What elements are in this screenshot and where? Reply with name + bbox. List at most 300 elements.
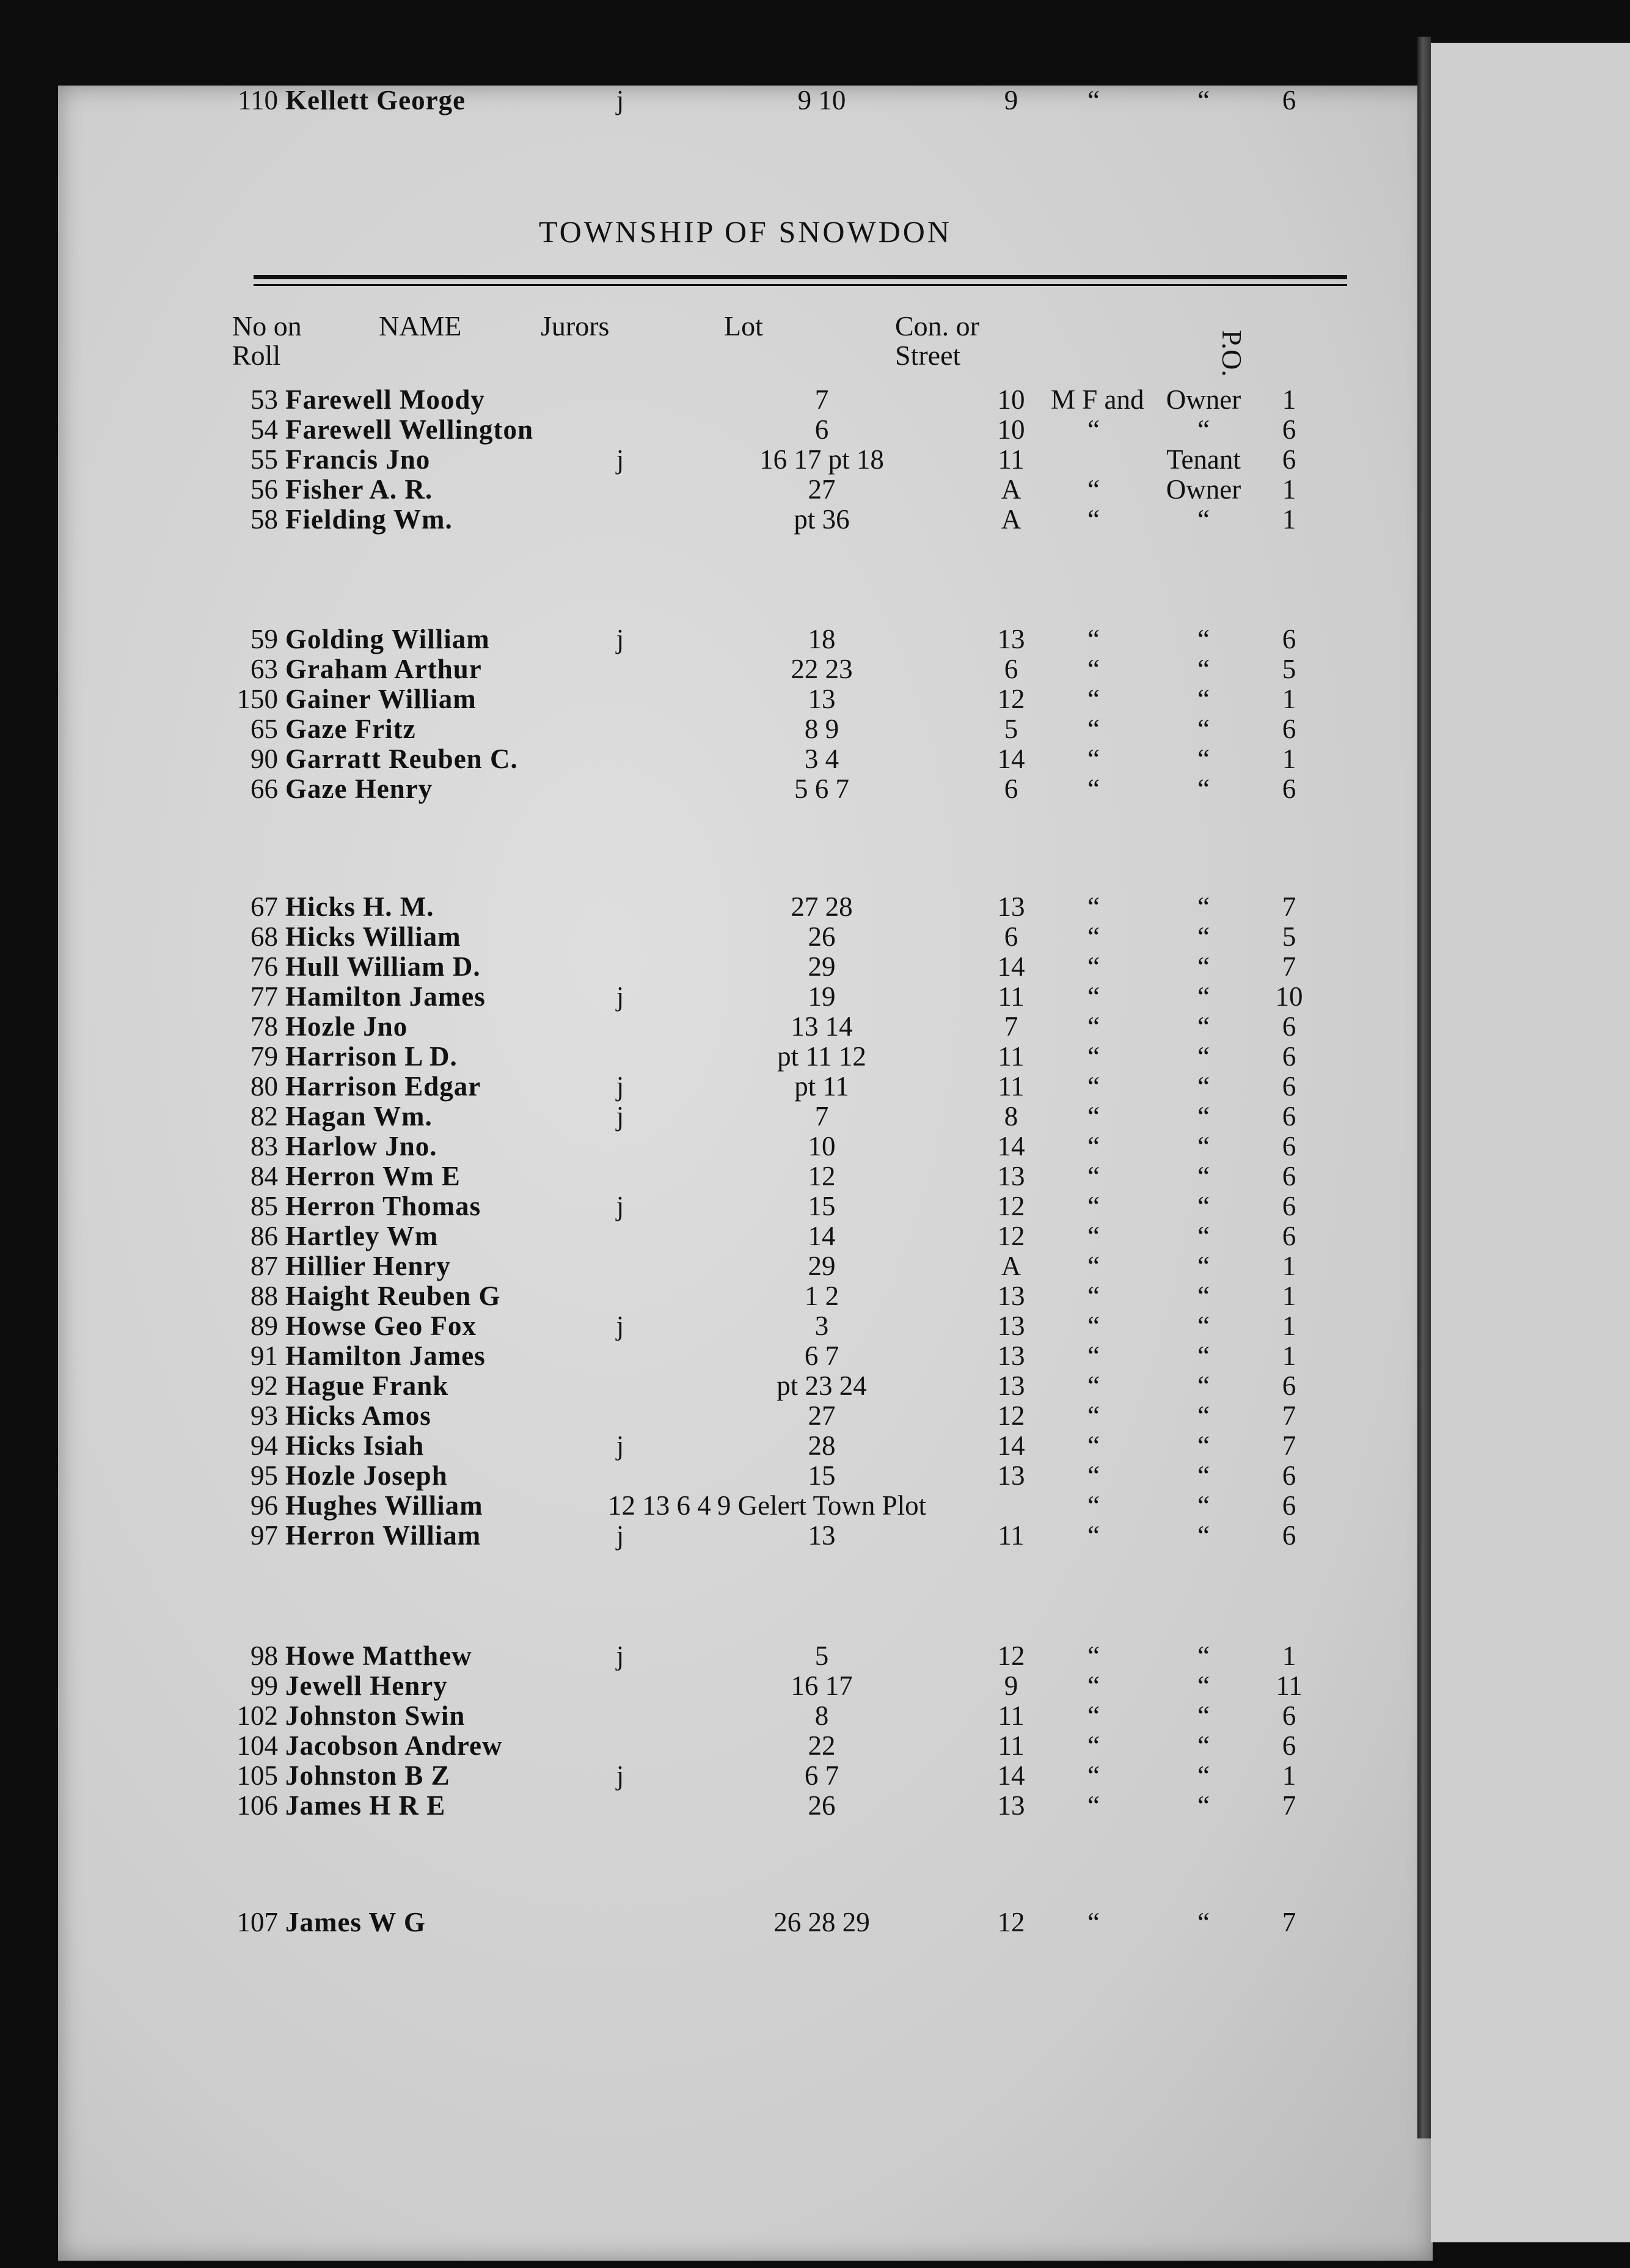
- entry-name: Harrison Edgar: [285, 1071, 481, 1102]
- entry-name: Johnston Swin: [285, 1700, 466, 1731]
- entry-owner: “: [1197, 1790, 1210, 1821]
- entry-num: 105: [236, 1760, 278, 1791]
- entry-po: 6: [1282, 1161, 1296, 1191]
- entry-name: Garratt Reuben C.: [285, 744, 518, 774]
- entry-occ: “: [1087, 654, 1100, 684]
- entry-owner: “: [1197, 1281, 1210, 1311]
- entry-po: 6: [1282, 414, 1296, 445]
- entry-occ: “: [1087, 1490, 1100, 1521]
- entry-owner: “: [1197, 1641, 1210, 1671]
- entry-num: 86: [250, 1221, 278, 1251]
- entry-num: 104: [236, 1730, 278, 1761]
- entry-name: Hague Frank: [285, 1370, 449, 1401]
- entry-owner: “: [1197, 744, 1210, 774]
- entry-lot: 16 17 pt 18: [759, 444, 884, 475]
- entry-po: 7: [1282, 1790, 1296, 1821]
- entry-name: Francis Jno: [285, 444, 431, 475]
- entry-occ: M F and: [1051, 384, 1144, 415]
- roll-entry: [58, 714, 1433, 744]
- entry-owner: “: [1197, 1760, 1210, 1791]
- entry-name: Hicks William: [285, 921, 461, 952]
- entry-occ: “: [1087, 1281, 1100, 1311]
- entry-lot: pt 23 24: [777, 1370, 867, 1401]
- entry-name: Jewell Henry: [285, 1670, 448, 1701]
- entry-con: 7: [1004, 1011, 1018, 1042]
- entry-lot: 5 6 7: [794, 774, 849, 804]
- header-con-line2: Street: [895, 340, 961, 371]
- entry-name: Herron Wm E: [285, 1161, 461, 1191]
- roll-entry: [58, 1191, 1433, 1221]
- entry-name: Haight Reuben G: [285, 1281, 501, 1311]
- entry-lot: 1 2: [804, 1281, 839, 1311]
- entry-owner: “: [1197, 714, 1210, 744]
- entry-name: Herron William: [285, 1520, 481, 1551]
- entry-name: Fisher A. R.: [285, 474, 433, 505]
- entry-num: 94: [250, 1430, 278, 1461]
- entry-occ: “: [1087, 1460, 1100, 1491]
- roll-entry: [58, 1221, 1433, 1251]
- entry-con: A: [1001, 1251, 1021, 1281]
- entry-occ: “: [1087, 1341, 1100, 1371]
- entry-owner: “: [1197, 1490, 1210, 1521]
- entry-lot: 7: [814, 1101, 829, 1132]
- entry-owner: “: [1197, 1430, 1210, 1461]
- entry-owner: “: [1197, 774, 1210, 804]
- entry-po: 7: [1282, 951, 1296, 982]
- entry-lot: 29: [808, 1251, 836, 1281]
- entry-name: Hozle Jno: [285, 1011, 408, 1042]
- roll-entry: [58, 445, 1433, 474]
- entry-name: Hillier Henry: [285, 1251, 451, 1281]
- entry-con: 13: [997, 1341, 1025, 1371]
- entry-po: 1: [1282, 474, 1296, 505]
- entry-owner: “: [1197, 1520, 1210, 1551]
- entry-name: Harlow Jno.: [285, 1131, 437, 1161]
- entry-num: 59: [250, 624, 278, 654]
- entry-owner: Owner: [1166, 384, 1241, 415]
- entry-lot: 16 17: [791, 1670, 853, 1701]
- entry-name: Herron Thomas: [285, 1191, 481, 1221]
- header-con-line1: Con. or: [895, 310, 979, 342]
- entry-po: 6: [1282, 1101, 1296, 1132]
- entry-con: 11: [998, 1730, 1025, 1761]
- entry-con: 13: [997, 1460, 1025, 1491]
- roll-entry: [58, 624, 1433, 654]
- header-no-line2: Roll: [232, 340, 281, 371]
- entry-po: 6: [1282, 85, 1296, 115]
- entry-con: 12: [997, 1191, 1025, 1221]
- entry-po: 1: [1282, 1251, 1296, 1281]
- entry-owner: “: [1197, 1041, 1210, 1072]
- entry-lot: 15: [808, 1460, 836, 1491]
- entry-con: 11: [998, 981, 1025, 1012]
- entry-num: 106: [236, 1790, 278, 1821]
- entry-lot: pt 36: [794, 504, 850, 535]
- entry-po: 6: [1282, 1730, 1296, 1761]
- entry-po: 6: [1282, 774, 1296, 804]
- entry-lot: 19: [808, 981, 836, 1012]
- entry-lot: 14: [808, 1221, 836, 1251]
- entry-po: 6: [1282, 1221, 1296, 1251]
- entry-con: 11: [998, 1700, 1025, 1731]
- entry-occ: “: [1087, 1430, 1100, 1461]
- roll-entry: [58, 1641, 1433, 1670]
- entry-owner: “: [1197, 1460, 1210, 1491]
- entry-po: 6: [1282, 1191, 1296, 1221]
- entry-con: 9: [1004, 1670, 1018, 1701]
- entry-num: 77: [250, 981, 278, 1012]
- entry-name: Fielding Wm.: [285, 504, 453, 535]
- entry-po: 1: [1282, 1341, 1296, 1371]
- entry-num: 93: [250, 1400, 278, 1431]
- entry-num: 67: [250, 891, 278, 922]
- entry-occ: “: [1087, 414, 1100, 445]
- entry-con: 6: [1004, 921, 1018, 952]
- entry-juror: j: [616, 1311, 624, 1341]
- header-con-or-street: [895, 312, 979, 371]
- entry-num: 55: [250, 444, 278, 475]
- entry-owner: “: [1197, 684, 1210, 714]
- entry-lot: pt 11: [794, 1071, 849, 1102]
- entry-owner: “: [1197, 1221, 1210, 1251]
- roll-entry: [58, 1431, 1433, 1460]
- entry-occ: “: [1087, 1221, 1100, 1251]
- entry-num: 85: [250, 1191, 278, 1221]
- entry-name: Hicks Amos: [285, 1400, 431, 1431]
- entry-name: Hughes William: [285, 1490, 483, 1521]
- entry-occ: “: [1087, 1071, 1100, 1102]
- roll-entry: [58, 1671, 1433, 1700]
- entry-lot: 26: [808, 921, 836, 952]
- entry-po: 6: [1282, 1520, 1296, 1551]
- entry-num: 82: [250, 1101, 278, 1132]
- entry-owner: “: [1197, 1700, 1210, 1731]
- entry-con: 13: [997, 1370, 1025, 1401]
- entry-lot: 26 28 29: [773, 1907, 870, 1937]
- entry-owner: “: [1197, 951, 1210, 982]
- entry-num: 150: [236, 684, 278, 714]
- entry-occ: “: [1087, 744, 1100, 774]
- roll-entry: [58, 774, 1433, 803]
- entry-owner: “: [1197, 1161, 1210, 1191]
- entry-lot: 10: [808, 1131, 836, 1161]
- header-lot: Lot: [724, 310, 763, 342]
- roll-entry: [58, 1132, 1433, 1161]
- entry-po: 6: [1282, 444, 1296, 475]
- entry-occ: “: [1087, 624, 1100, 654]
- roll-entry: [58, 1281, 1433, 1311]
- entry-occ: “: [1087, 1670, 1100, 1701]
- entry-num: 84: [250, 1161, 278, 1191]
- entry-occ: “: [1087, 1400, 1100, 1431]
- entry-name: James H R E: [285, 1790, 446, 1821]
- roll-entry: [58, 1251, 1433, 1281]
- entry-occ: “: [1087, 504, 1100, 535]
- entry-lot: 28: [808, 1430, 836, 1461]
- entry-occ: “: [1087, 774, 1100, 804]
- entry-con: 12: [997, 1641, 1025, 1671]
- roll-entry: [58, 86, 1433, 115]
- entry-num: 107: [236, 1907, 278, 1937]
- entry-occ: “: [1087, 1191, 1100, 1221]
- entry-num: 102: [236, 1700, 278, 1731]
- header-no-on-roll: [232, 312, 302, 371]
- entry-num: 83: [250, 1131, 278, 1161]
- entry-po: 1: [1282, 384, 1296, 415]
- entry-owner: “: [1197, 981, 1210, 1012]
- entry-num: 87: [250, 1251, 278, 1281]
- roll-entry: [58, 1908, 1433, 1937]
- entry-owner: Tenant: [1166, 444, 1241, 475]
- entry-po: 6: [1282, 1041, 1296, 1072]
- entry-con: 12: [997, 1907, 1025, 1937]
- header-no-line1: No on: [232, 310, 302, 342]
- entry-con: 13: [997, 1281, 1025, 1311]
- entry-con: 13: [997, 624, 1025, 654]
- page-fold: [1417, 37, 1431, 2138]
- ledger-page: [58, 86, 1433, 2261]
- entry-name: Farewell Wellington: [285, 414, 534, 445]
- entry-owner: “: [1197, 1400, 1210, 1431]
- roll-entry: [58, 1401, 1433, 1430]
- entry-owner: “: [1197, 85, 1210, 115]
- entry-con: 14: [997, 744, 1025, 774]
- entry-con: 6: [1004, 654, 1018, 684]
- entry-po: 10: [1275, 981, 1303, 1012]
- entry-po: 6: [1282, 1011, 1296, 1042]
- entry-num: 92: [250, 1370, 278, 1401]
- entry-num: 99: [250, 1670, 278, 1701]
- entry-po: 1: [1282, 504, 1296, 535]
- entry-name: Graham Arthur: [285, 654, 482, 684]
- entry-occ: “: [1087, 1011, 1100, 1042]
- entry-juror: j: [616, 1191, 624, 1221]
- entry-num: 56: [250, 474, 278, 505]
- entry-num: 79: [250, 1041, 278, 1072]
- entry-con: A: [1001, 474, 1021, 505]
- entry-po: 7: [1282, 1907, 1296, 1937]
- entry-po: 6: [1282, 1131, 1296, 1161]
- header-po: P.O.: [1216, 330, 1248, 377]
- entry-lot: 22 23: [791, 654, 853, 684]
- entry-con: 11: [998, 444, 1025, 475]
- entry-occ: “: [1087, 1161, 1100, 1191]
- entry-occ: “: [1087, 85, 1100, 115]
- entry-lot: 13: [808, 1520, 836, 1551]
- entry-name: Jacobson Andrew: [285, 1730, 503, 1761]
- entry-owner: “: [1197, 891, 1210, 922]
- entry-lot: 8: [814, 1700, 829, 1731]
- entry-num: 91: [250, 1341, 278, 1371]
- roll-entry: [58, 952, 1433, 981]
- entry-name: Gainer William: [285, 684, 477, 714]
- entry-occ: “: [1087, 891, 1100, 922]
- entry-occ: “: [1087, 1041, 1100, 1072]
- roll-entry: [58, 1102, 1433, 1131]
- roll-entry: [58, 1701, 1433, 1730]
- entry-po: 1: [1282, 1641, 1296, 1671]
- entry-name: Gaze Henry: [285, 774, 433, 804]
- entry-juror: j: [616, 444, 624, 475]
- entry-occ: “: [1087, 714, 1100, 744]
- entry-con: 14: [997, 951, 1025, 982]
- entry-owner: Owner: [1166, 474, 1241, 505]
- roll-entry: [58, 1311, 1433, 1341]
- entry-name: Hartley Wm: [285, 1221, 439, 1251]
- entry-occ: “: [1087, 951, 1100, 982]
- entry-juror: j: [616, 624, 624, 654]
- entry-num: 65: [250, 714, 278, 744]
- page-title: TOWNSHIP OF SNOWDON: [538, 214, 952, 249]
- entry-po: 6: [1282, 1700, 1296, 1731]
- roll-entry: [58, 684, 1433, 714]
- entry-lot: 29: [808, 951, 836, 982]
- entry-po: 7: [1282, 891, 1296, 922]
- roll-entry: [58, 1521, 1433, 1550]
- entry-num: 53: [250, 384, 278, 415]
- entry-con: 5: [1004, 714, 1018, 744]
- entry-num: 78: [250, 1011, 278, 1042]
- entry-occ: “: [1087, 1790, 1100, 1821]
- entry-lot: 27 28: [791, 891, 853, 922]
- entry-owner: “: [1197, 1191, 1210, 1221]
- entry-num: 96: [250, 1490, 278, 1521]
- entry-num: 54: [250, 414, 278, 445]
- roll-entry: [58, 385, 1433, 414]
- roll-entry: [58, 1491, 1433, 1520]
- entry-name: Hozle Joseph: [285, 1460, 448, 1491]
- roll-entry: [58, 892, 1433, 921]
- entry-occ: “: [1087, 1907, 1100, 1937]
- entry-juror: 12 13 6 4: [608, 1490, 711, 1521]
- entry-po: 7: [1282, 1400, 1296, 1431]
- entry-lot: 3 4: [804, 744, 839, 774]
- entry-po: 5: [1282, 654, 1296, 684]
- entry-con: 6: [1004, 774, 1018, 804]
- entry-juror: j: [616, 1760, 624, 1791]
- roll-entry: [58, 415, 1433, 444]
- entry-lot: 13: [808, 684, 836, 714]
- entry-lot: 8 9: [804, 714, 839, 744]
- title-rule-bottom: [254, 284, 1347, 286]
- entry-owner: “: [1197, 414, 1210, 445]
- entry-po: 1: [1282, 684, 1296, 714]
- entry-lot: 27: [808, 1400, 836, 1431]
- header-name: NAME: [379, 310, 462, 342]
- entry-con: 13: [997, 891, 1025, 922]
- entry-owner: “: [1197, 1370, 1210, 1401]
- entry-name: Hull William D.: [285, 951, 481, 982]
- entry-juror: j: [616, 1430, 624, 1461]
- entry-owner: “: [1197, 1071, 1210, 1102]
- roll-entry: [58, 1072, 1433, 1101]
- entry-con: 11: [998, 1071, 1025, 1102]
- entry-con: 11: [998, 1041, 1025, 1072]
- entry-juror: j: [616, 1071, 624, 1102]
- entry-con: 12: [997, 1221, 1025, 1251]
- entry-po: 6: [1282, 1370, 1296, 1401]
- roll-entry: [58, 475, 1433, 504]
- entry-po: 6: [1282, 624, 1296, 654]
- entry-name: Hagan Wm.: [285, 1101, 433, 1132]
- entry-owner: “: [1197, 1011, 1210, 1042]
- entry-name: Gaze Fritz: [285, 714, 416, 744]
- roll-entry: [58, 1042, 1433, 1071]
- roll-entry: [58, 505, 1433, 534]
- entry-con: 11: [998, 1520, 1025, 1551]
- entry-num: 95: [250, 1460, 278, 1491]
- roll-entry: [58, 1012, 1433, 1041]
- entry-po: 1: [1282, 744, 1296, 774]
- entry-owner: “: [1197, 1730, 1210, 1761]
- entry-owner: “: [1197, 1907, 1210, 1937]
- roll-entry: [58, 744, 1433, 774]
- entry-owner: “: [1197, 1251, 1210, 1281]
- roll-entry: [58, 1731, 1433, 1760]
- entry-owner: “: [1197, 1311, 1210, 1341]
- entry-po: 1: [1282, 1760, 1296, 1791]
- entry-num: 80: [250, 1071, 278, 1102]
- entry-lot: 13 14: [791, 1011, 853, 1042]
- roll-entry: [58, 1371, 1433, 1400]
- entry-con: 9: [1004, 85, 1018, 115]
- entry-lot: 27: [808, 474, 836, 505]
- entry-num: 90: [250, 744, 278, 774]
- roll-entry: [58, 1161, 1433, 1191]
- entry-owner: “: [1197, 654, 1210, 684]
- entry-owner: “: [1197, 1670, 1210, 1701]
- entry-occ: “: [1087, 1520, 1100, 1551]
- entry-lot: 26: [808, 1790, 836, 1821]
- entry-num: 66: [250, 774, 278, 804]
- entry-num: 58: [250, 504, 278, 535]
- roll-entry: [58, 1761, 1433, 1790]
- entry-name: Harrison L D.: [285, 1041, 458, 1072]
- entry-lot: 6 7: [804, 1341, 839, 1371]
- entry-po: 6: [1282, 1071, 1296, 1102]
- entry-occ: “: [1087, 1311, 1100, 1341]
- entry-name: Johnston B Z: [285, 1760, 450, 1791]
- entry-occ: “: [1087, 921, 1100, 952]
- entry-num: 88: [250, 1281, 278, 1311]
- entry-juror: j: [616, 85, 624, 115]
- entry-po: 6: [1282, 1490, 1296, 1521]
- entry-num: 98: [250, 1641, 278, 1671]
- entry-name: Hamilton James: [285, 981, 486, 1012]
- roll-entry: [58, 1341, 1433, 1370]
- entry-con: 13: [997, 1311, 1025, 1341]
- entry-lot: 5: [814, 1641, 829, 1671]
- entry-owner: “: [1197, 921, 1210, 952]
- entry-po: 11: [1276, 1670, 1303, 1701]
- entry-owner: “: [1197, 1101, 1210, 1132]
- entry-con: 14: [997, 1430, 1025, 1461]
- entry-occ: “: [1087, 1101, 1100, 1132]
- title-rule-top: [254, 275, 1347, 279]
- entry-lot: 7: [814, 384, 829, 415]
- entry-con: 12: [997, 684, 1025, 714]
- entry-occ: “: [1087, 1700, 1100, 1731]
- entry-owner: “: [1197, 504, 1210, 535]
- entry-occ: “: [1087, 1730, 1100, 1761]
- entry-occ: “: [1087, 1251, 1100, 1281]
- entry-num: 63: [250, 654, 278, 684]
- entry-po: 1: [1282, 1311, 1296, 1341]
- entry-con: 13: [997, 1161, 1025, 1191]
- entry-po: 7: [1282, 1430, 1296, 1461]
- entry-num: 68: [250, 921, 278, 952]
- entry-name: Hicks Isiah: [285, 1430, 425, 1461]
